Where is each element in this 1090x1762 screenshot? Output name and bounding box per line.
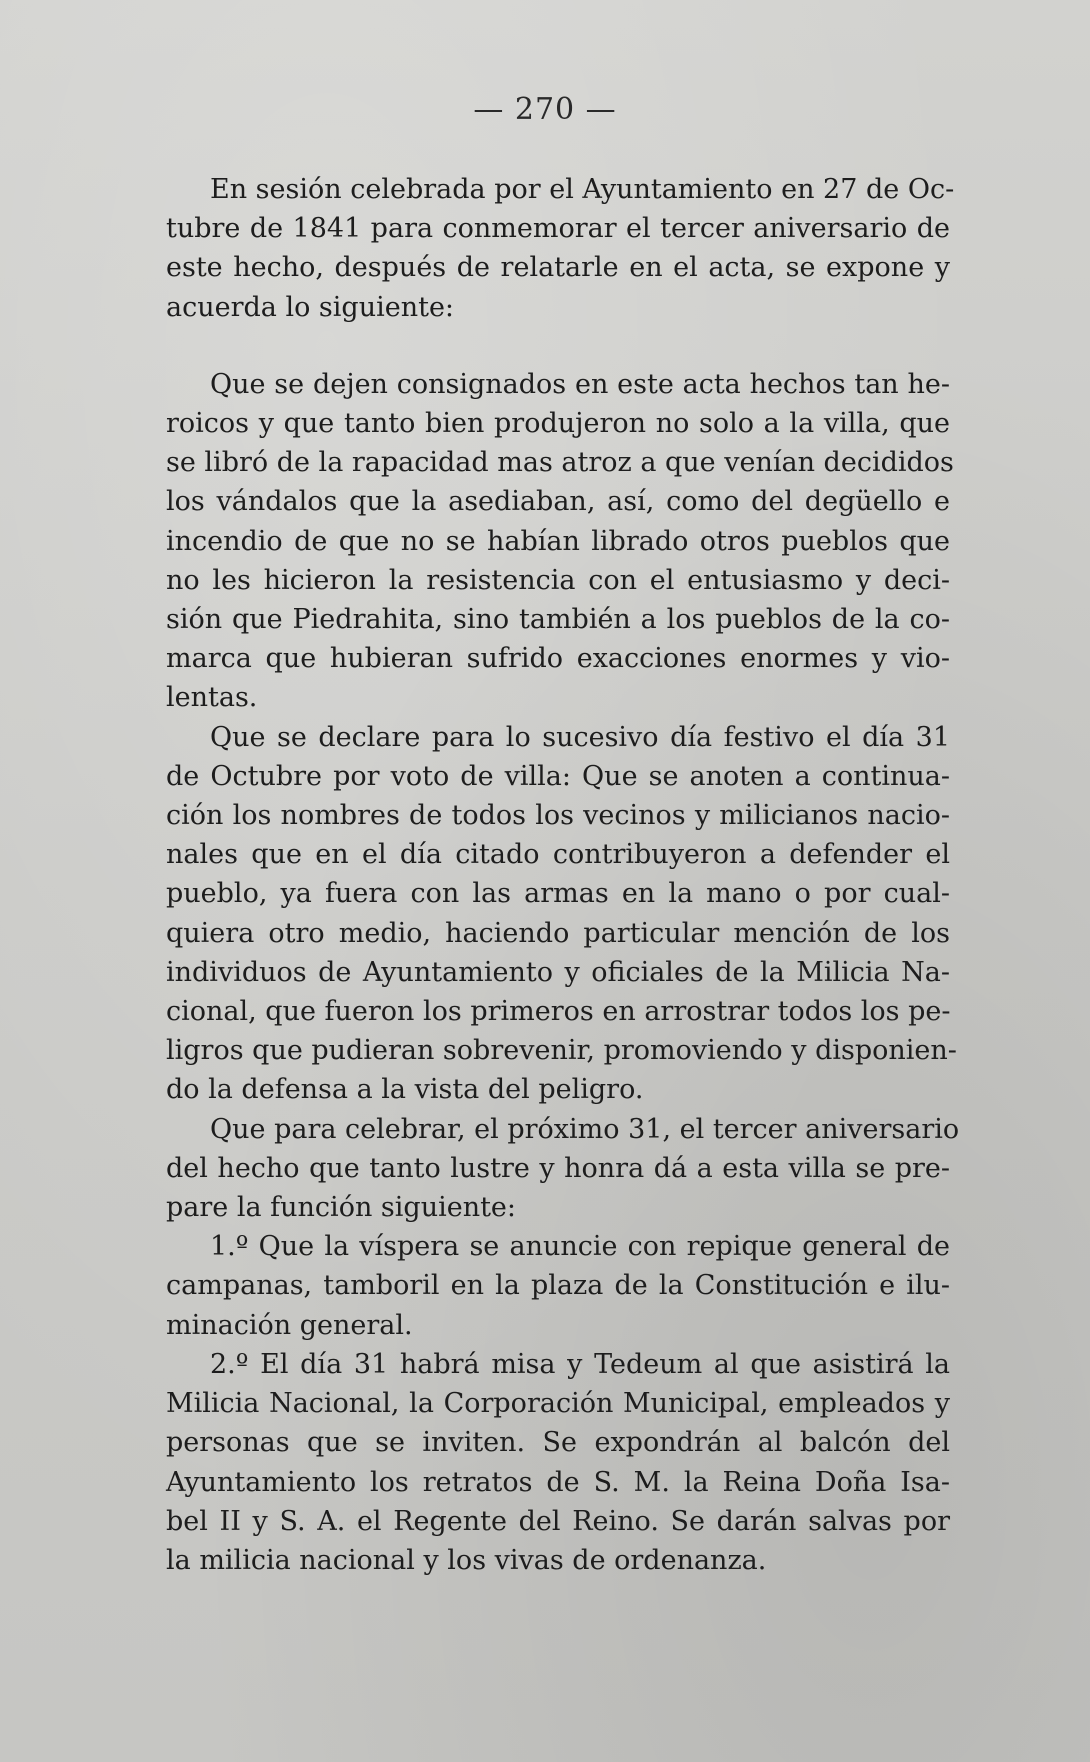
- text-line: pare la función siguiente:: [166, 1192, 517, 1224]
- text-line: Que se dejen consignados en este acta hechos tan he-: [210, 368, 950, 400]
- text-line: 1.º Que la víspera se anuncie con repique general de: [210, 1231, 950, 1263]
- text-line: Que se declare para lo sucesivo día festivo el día 31: [210, 721, 950, 753]
- text-line: En sesión celebrada por el Ayuntamiento en 27 de Oc-: [210, 174, 955, 205]
- text-line: no les hicieron la resistencia con el entusiasmo y deci-: [166, 564, 950, 596]
- text-line: de Octubre por voto de villa: Que se anoten a continua-: [166, 760, 950, 792]
- text-line: lentas.: [166, 682, 258, 714]
- paragraph-6: [166, 1345, 950, 1580]
- text-line: la milicia nacional y los vivas de ordenanza.: [166, 1544, 767, 1576]
- text-line: bel II y S. A. el Regente del Reino. Se darán salvas por: [166, 1505, 950, 1537]
- text-line: roicos y que tanto bien produjeron no solo a la villa, que: [166, 408, 950, 440]
- body-text: [166, 170, 960, 1580]
- text-line: nales que en el día citado contribuyeron a defender el: [166, 839, 950, 871]
- paragraph-4: [166, 1110, 960, 1228]
- text-line: tubre de 1841 para conmemorar el tercer aniversario de: [166, 213, 950, 245]
- paragraph-3: [166, 718, 957, 1110]
- text-line: personas que se inviten. Se expondrán al balcón del: [166, 1427, 950, 1459]
- text-line: ción los nombres de todos los vecinos y milicianos nacio-: [166, 800, 950, 832]
- text-line: Que para celebrar, el próximo 31, el tercer aniversario: [210, 1113, 960, 1145]
- text-line: Ayuntamiento los retratos de S. M. la Reina Doña Isa-: [166, 1466, 950, 1498]
- page-number: — 270 —: [473, 92, 617, 127]
- text-line: individuos de Ayuntamiento y oficiales de la Milicia Na-: [166, 956, 950, 988]
- paragraph-5: [166, 1227, 950, 1345]
- paragraph-2: [166, 365, 954, 718]
- text-line: minación general.: [166, 1309, 413, 1341]
- text-line: sión que Piedrahita, sino también a los pueblos de la co-: [166, 604, 950, 636]
- text-line: este hecho, después de relatarle en el acta, se expone y: [166, 252, 950, 284]
- text-line: campanas, tamboril en la plaza de la Constitución e ilu-: [166, 1270, 950, 1302]
- text-line: marca que hubieran sufrido exacciones enormes y vio-: [166, 643, 950, 675]
- text-line: los vándalos que la asediaban, así, como del degüello e: [166, 486, 950, 518]
- text-line: ligros que pudieran sobrevenir, promoviendo y disponien-: [166, 1035, 957, 1067]
- text-line: Milicia Nacional, la Corporación Municipal, empleados y: [166, 1388, 950, 1420]
- text-line: quiera otro medio, haciendo particular mención de los: [166, 917, 950, 949]
- text-line: pueblo, ya fuera con las armas en la mano o por cual-: [166, 878, 950, 910]
- text-line: acuerda lo siguiente:: [166, 291, 455, 323]
- text-line: incendio de que no se habían librado otros pueblos que: [166, 525, 950, 557]
- text-line: 2.º El día 31 habrá misa y Tedeum al que asistirá la: [210, 1348, 950, 1380]
- text-line: se libró de la rapacidad mas atroz a que venían decididos: [166, 447, 954, 479]
- paragraph-1: [166, 170, 955, 327]
- text-line: del hecho que tanto lustre y honra dá a esta villa se pre-: [166, 1152, 950, 1184]
- text-line: do la defensa a la vista del peligro.: [166, 1074, 644, 1106]
- text-line: cional, que fueron los primeros en arrostrar todos los pe-: [166, 996, 951, 1028]
